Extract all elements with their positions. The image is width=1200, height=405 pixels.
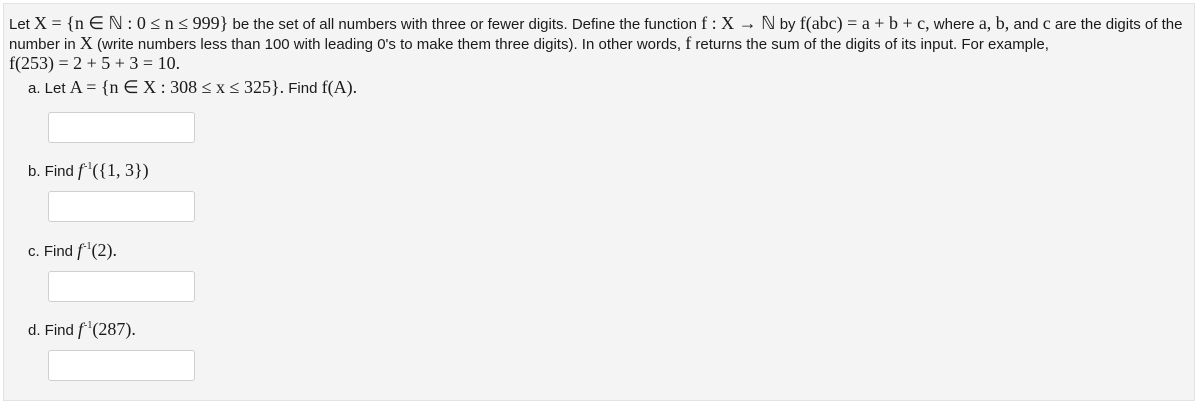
text-description-1: be the set of all numbers with three or fewer digits. Define the function: [232, 16, 697, 33]
question-b-label: b. Find: [28, 163, 74, 180]
set-x-definition: X = {n ∈ ℕ : 0 ≤ n ≤ 999}: [34, 13, 229, 33]
question-a-find: Find: [288, 80, 318, 97]
question-c-label: c. Find: [28, 243, 74, 260]
text-description-4: returns the sum of the digits of its input. For example,: [695, 36, 1049, 53]
text-description-3: (write numbers less than 100 with leading 0's to make them three digits). In other words,: [97, 36, 682, 53]
function-signature: f : X → ℕ: [701, 13, 776, 33]
variable-c: c: [1042, 13, 1051, 33]
question-b-inverse: -1: [84, 161, 93, 172]
text-description-2: are the digits of the number in: [9, 16, 1183, 53]
text-let: Let: [9, 16, 30, 33]
text-where: where: [933, 16, 975, 33]
question-c-function: f: [77, 240, 83, 260]
text-by: by: [779, 16, 796, 33]
question-c-inverse: -1: [83, 241, 92, 252]
example-equation: f(253) = 2 + 5 + 3 = 10.: [9, 53, 181, 73]
question-b-function: f: [78, 160, 84, 180]
variable-f: f: [685, 33, 692, 53]
answer-input-d[interactable]: [48, 350, 195, 381]
question-a-label: a. Let: [28, 80, 66, 97]
question-a-expression: f(A).: [321, 77, 358, 97]
question-d: [28, 316, 136, 340]
question-d-function: f: [78, 319, 84, 339]
question-d-label: d. Find: [28, 322, 74, 339]
question-c: [28, 237, 117, 261]
problem-statement: [9, 14, 1184, 74]
question-b: [28, 157, 149, 181]
answer-input-a[interactable]: [48, 112, 195, 143]
variables-ab: a, b,: [978, 13, 1010, 33]
question-d-inverse: -1: [84, 320, 93, 331]
question-d-argument: (287).: [92, 319, 136, 339]
question-b-argument: ({1, 3}): [92, 160, 149, 180]
text-and: and: [1013, 16, 1039, 33]
function-definition: f(abc) = a + b + c,: [799, 13, 930, 33]
variable-x: X: [79, 33, 93, 53]
question-a-set: A = {n ∈ X : 308 ≤ x ≤ 325}.: [69, 77, 285, 97]
answer-input-c[interactable]: [48, 271, 195, 302]
question-a: [28, 78, 357, 98]
question-c-argument: (2).: [91, 240, 118, 260]
answer-input-b[interactable]: [48, 191, 195, 222]
